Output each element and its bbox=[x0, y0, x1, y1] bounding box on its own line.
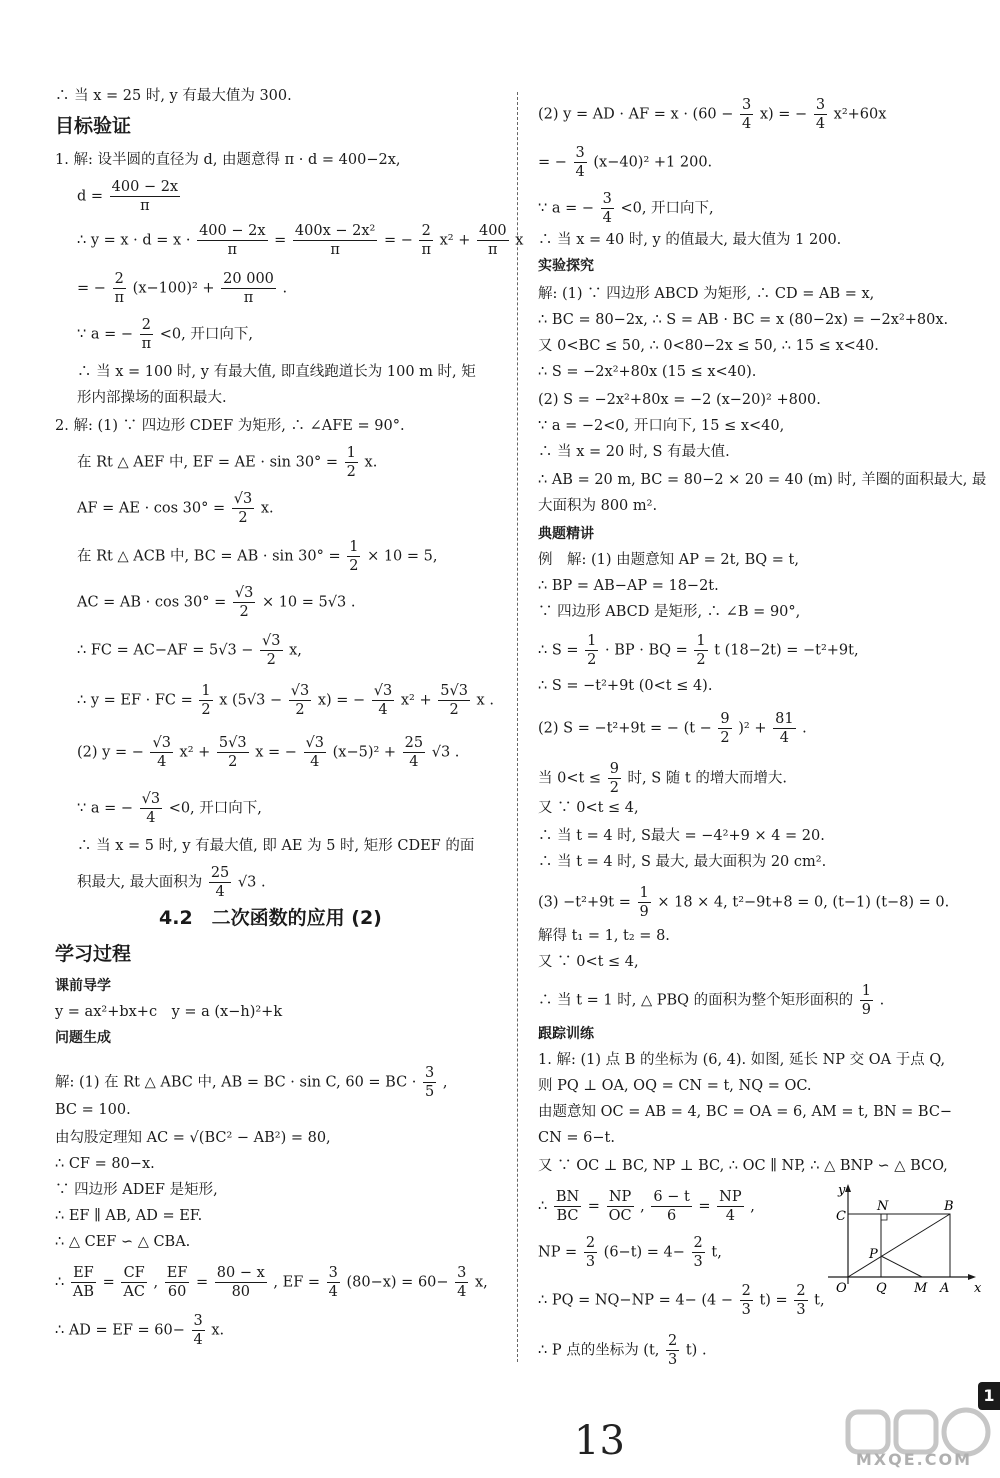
math-line: (2) S = −t²+9t = − (t − $\frac{9}{2}$ )² + $\frac{81}{4}$ . bbox=[538, 711, 807, 746]
text-line: 1. 解: (1) 点 B 的坐标为 (6, 4). 如图, 延长 NP 交 OA 于点 Q, bbox=[538, 1052, 946, 1068]
math-line: AC = AB · cos 30° = $\frac{√3}{2}$ × 10 = 5√3 . bbox=[77, 585, 356, 620]
math-line: 当 0<t ≤ $\frac{9}{2}$ 时, S 随 t 的增大而增大. bbox=[538, 761, 787, 796]
page-number: 13 bbox=[574, 1418, 625, 1464]
fraction: $\frac{√3}{4}$ bbox=[152, 735, 171, 770]
text-line: 又 ∵ 0<t ≤ 4, bbox=[538, 954, 639, 970]
text-line: ∵ 四边形 ADEF 是矩形, bbox=[55, 1182, 218, 1198]
fraction: $\frac{EF}{60}$ bbox=[166, 1265, 188, 1300]
label-N: N bbox=[877, 1199, 889, 1214]
fraction: $\frac{3}{4}$ bbox=[328, 1265, 338, 1300]
heading-tracking: 跟踪训练 bbox=[538, 1026, 594, 1042]
fraction: $\frac{CF}{AC}$ bbox=[123, 1265, 145, 1300]
math-line: AF = AE · cos 30° = $\frac{√3}{2}$ x. bbox=[77, 491, 274, 526]
math-line: ∴ S = $\frac{1}{2}$ · BP · BQ = $\frac{1}{2}$ t (18−2t) = −t²+9t, bbox=[538, 633, 859, 668]
fraction: $\frac{√3}{2}$ bbox=[234, 585, 254, 620]
text-line: ∴ S = −t²+9t (0<t ≤ 4). bbox=[538, 678, 713, 694]
label-C: C bbox=[836, 1209, 846, 1224]
text-line: ∴ 当 x = 20 时, S 有最大值. bbox=[538, 444, 730, 460]
section-title: 4.2 二次函数的应用 (2) bbox=[159, 907, 382, 929]
label-Q: Q bbox=[876, 1281, 887, 1296]
fraction: $\frac{1}{2}$ bbox=[696, 633, 706, 668]
math-line: ∴ y = x · d = x · $\frac{400 - 2x}{\pi}$ = $\frac{\text{400x − 2x²}}{\pi}$ = − $\frac{2}{\pi}$ x² + $\frac{400}{\pi}$ x bbox=[77, 223, 524, 258]
label-y: y bbox=[838, 1183, 846, 1198]
fraction: $\frac{400 - 2x}{\pi}$ bbox=[199, 223, 266, 258]
text-line: CN = 6−t. bbox=[538, 1130, 615, 1146]
text-line: ∴ BP = AB−AP = 18−2t. bbox=[538, 578, 719, 594]
line-BO bbox=[848, 1214, 950, 1277]
math-line: ∵ a = − $\frac{3}{4}$ <0, 开口向下, bbox=[538, 191, 714, 226]
fraction: $\frac{1}{9}$ bbox=[639, 885, 649, 920]
text-line: BC = 100. bbox=[55, 1102, 131, 1118]
fraction: $\frac{5√3}{2}$ bbox=[218, 735, 247, 770]
label-A: A bbox=[940, 1281, 950, 1296]
heading-problem: 问题生成 bbox=[55, 1030, 111, 1046]
fraction: $\frac{√3}{2}$ bbox=[262, 633, 281, 668]
fraction: $\frac{√3}{4}$ bbox=[373, 683, 393, 718]
text-line: ∴ 当 t = 4 时, S最大 = −4²+9 × 4 = 20. bbox=[538, 828, 825, 844]
text-line: 又 ∵ 0<t ≤ 4, bbox=[538, 800, 639, 816]
fraction: $\frac{NP}{4}$ bbox=[719, 1189, 742, 1224]
fraction: $\frac{6 - t}{6}$ bbox=[653, 1189, 690, 1224]
fraction: $\frac{25}{4}$ bbox=[210, 865, 230, 900]
y-arrow bbox=[845, 1184, 851, 1192]
text-line: ∴ 当 x = 5 时, y 有最大值, 即 AE 为 5 时, 矩形 CDEF 的面 bbox=[77, 838, 475, 854]
math-line: NP = $\frac{2}{3}$ (6−t) = 4− $\frac{2}{3}$ t, bbox=[538, 1235, 722, 1270]
fraction: $\frac{3}{4}$ bbox=[602, 191, 612, 226]
math-line: 积最大, 最大面积为 $\frac{25}{4}$ √3 . bbox=[77, 865, 266, 900]
fraction: $\frac{2}{3}$ bbox=[741, 1283, 751, 1318]
math-line: ∴ $\frac{EF}{AB}$ = $\frac{CF}{AC}$ , $\frac{EF}{60}$ = $\frac{80 - x}{80}$ , EF = $\frac{3}{4}$ (80−x) = 60− $\frac{3}{4}$ x, bbox=[55, 1265, 488, 1300]
text-line: ∵ a = −2<0, 开口向下, 15 ≤ x<40, bbox=[538, 418, 785, 434]
math-line: (2) y = AD · AF = x · (60 − $\frac{3}{4}$ x) = − $\frac{3}{4}$ x²+60x bbox=[538, 97, 887, 132]
text-line: 形内部操场的面积最大. bbox=[77, 390, 227, 406]
math-line: (3) −t²+9t = $\frac{1}{9}$ × 18 × 4, t²−9t+8 = 0, (t−1) (t−8) = 0. bbox=[538, 885, 950, 920]
math-line: ∴ FC = AC−AF = 5√3 − $\frac{√3}{2}$ x, bbox=[77, 633, 302, 668]
fraction: $\frac{2}{\pi}$ bbox=[114, 271, 125, 306]
fraction: $\frac{2}{\pi}$ bbox=[421, 223, 431, 258]
fraction: $\frac{2}{3}$ bbox=[796, 1283, 806, 1318]
chapter-tab: 1 bbox=[978, 1382, 1000, 1410]
fraction: $\frac{3}{4}$ bbox=[193, 1313, 203, 1348]
column-divider bbox=[517, 92, 518, 1362]
math-line: 在 Rt △ ACB 中, BC = AB · sin 30° = $\frac{1}{2}$ × 10 = 5, bbox=[77, 539, 438, 574]
text-line: 解: (1) ∵ 四边形 ABCD 为矩形, ∴ CD = AB = x, bbox=[538, 286, 875, 302]
math-line: ∴ AD = EF = 60− $\frac{3}{4}$ x. bbox=[55, 1313, 225, 1348]
fraction: $\frac{9}{2}$ bbox=[609, 761, 619, 796]
fraction: $\frac{1}{2}$ bbox=[587, 633, 597, 668]
fraction: $\frac{1}{2}$ bbox=[346, 445, 356, 480]
fraction: $\frac{2}{3}$ bbox=[585, 1235, 596, 1270]
fraction: $\frac{80 - x}{80}$ bbox=[216, 1265, 265, 1300]
heading-typical: 典题精讲 bbox=[538, 526, 594, 542]
text-line: y = ax²+bx+c y = a (x−h)²+k bbox=[55, 1004, 283, 1020]
fraction: $\frac{1}{9}$ bbox=[861, 983, 871, 1018]
fraction: $\frac{20 000}{\pi}$ bbox=[223, 271, 274, 306]
math-line: = − $\frac{2}{\pi}$ (x−100)² + $\frac{20 000}{\pi}$ . bbox=[77, 271, 288, 306]
fraction: $\frac{3}{4}$ bbox=[575, 145, 585, 180]
fraction: $\frac{√3}{2}$ bbox=[233, 491, 253, 526]
label-P: P bbox=[869, 1247, 878, 1262]
text-line: ∴ 当 x = 25 时, y 有最大值为 300. bbox=[55, 88, 292, 104]
text-line: 2. 解: (1) ∵ 四边形 CDEF 为矩形, ∴ ∠AFE = 90°. bbox=[55, 418, 405, 434]
math-line: ∴ 当 t = 1 时, △ PBQ 的面积为整个矩形面积的 $\frac{1}{9}$ . bbox=[538, 983, 885, 1018]
text-line: 由勾股定理知 AC = √(BC² − AB²) = 80, bbox=[55, 1130, 331, 1146]
label-x: x bbox=[974, 1281, 982, 1296]
line-PM bbox=[881, 1256, 922, 1277]
fraction: $\frac{BN}{BC}$ bbox=[555, 1189, 580, 1224]
fraction: $\frac{√3}{4}$ bbox=[141, 791, 161, 826]
text-line: ∴ 当 t = 4 时, S 最大, 最大面积为 20 cm². bbox=[538, 854, 827, 870]
right-angle-mark bbox=[881, 1214, 887, 1220]
x-arrow bbox=[968, 1274, 976, 1280]
fraction: $\frac{3}{4}$ bbox=[457, 1265, 467, 1300]
math-line: ∴ P 点的坐标为 (t, $\frac{2}{3}$ t) . bbox=[538, 1333, 707, 1368]
heading-pre: 课前导学 bbox=[55, 978, 111, 994]
text-line: 大面积为 800 m². bbox=[538, 498, 658, 514]
text-line: 例 解: (1) 由题意知 AP = 2t, BQ = t, bbox=[538, 552, 799, 568]
text-line: 又 ∵ OC ⊥ BC, NP ⊥ BC, ∴ OC ∥ NP, ∴ △ BNP ∽ △ BCO, bbox=[538, 1158, 948, 1174]
fraction: $\frac{√3}{2}$ bbox=[290, 683, 310, 718]
math-line: 在 Rt △ AEF 中, EF = AE · sin 30° = $\frac{1}{2}$ x. bbox=[77, 445, 378, 480]
math-line: ∴ PQ = NQ−NP = 4− (4 − $\frac{2}{3}$ t) = $\frac{2}{3}$ t, bbox=[538, 1283, 825, 1318]
math-line: ∴ y = EF · FC = $\frac{1}{2}$ x (5√3 − $\frac{√3}{2}$ x) = − $\frac{√3}{4}$ x² + $\frac{5√3}{2}$ x . bbox=[77, 683, 494, 718]
math-line: = − $\frac{3}{4}$ (x−40)² +1 200. bbox=[538, 145, 713, 180]
text-line: ∴ AB = 20 m, BC = 80−2 × 20 = 40 (m) 时, 羊圈的面积最大, 最 bbox=[538, 472, 987, 488]
text-line: 解得 t₁ = 1, t₂ = 8. bbox=[538, 928, 670, 944]
text-line: 又 0<BC ≤ 50, ∴ 0<80−2x ≤ 50, ∴ 15 ≤ x<40. bbox=[538, 338, 879, 354]
fraction: $\frac{2}{3}$ bbox=[668, 1333, 678, 1368]
fraction: $\frac{√3}{4}$ bbox=[305, 735, 324, 770]
heading-experiment: 实验探究 bbox=[538, 258, 594, 274]
text-line: 由题意知 OC = AB = 4, BC = OA = 6, AM = t, BN = BC− bbox=[538, 1104, 953, 1120]
math-line: 解: (1) 在 Rt △ ABC 中, AB = BC · sin C, 60 = BC · $\frac{3}{5}$ , bbox=[55, 1065, 448, 1100]
text-line: ∴ CF = 80−x. bbox=[55, 1156, 155, 1172]
fraction: $\frac{2}{\pi}$ bbox=[141, 317, 152, 352]
math-line: d = $\frac{400 - 2x}{\pi}$ bbox=[77, 179, 179, 214]
math-line: ∵ a = − $\frac{2}{\pi}$ <0, 开口向下, bbox=[77, 317, 253, 352]
fraction: $\frac{\text{400x − 2x²}}{\pi}$ bbox=[294, 223, 376, 258]
fraction: $\frac{400 - 2x}{\pi}$ bbox=[111, 179, 179, 214]
fraction: $\frac{81}{4}$ bbox=[775, 711, 794, 746]
fraction: $\frac{2}{3}$ bbox=[693, 1235, 703, 1270]
text-line: ∵ 四边形 ABCD 是矩形, ∴ ∠B = 90°, bbox=[538, 604, 801, 620]
label-M: M bbox=[914, 1281, 928, 1296]
fraction: $\frac{25}{4}$ bbox=[404, 735, 424, 770]
fraction: $\frac{3}{5}$ bbox=[425, 1065, 435, 1100]
fraction: $\frac{1}{2}$ bbox=[349, 539, 359, 574]
heading-process: 学习过程 bbox=[55, 943, 132, 965]
fraction: $\frac{3}{4}$ bbox=[742, 97, 752, 132]
fraction: $\frac{9}{2}$ bbox=[720, 711, 730, 746]
text-line: 则 PQ ⊥ OA, OQ = CN = t, NQ = OC. bbox=[538, 1078, 812, 1094]
text-line: 1. 解: 设半圆的直径为 d, 由题意得 π · d = 400−2x, bbox=[55, 152, 401, 168]
label-O: O bbox=[836, 1281, 847, 1296]
fraction: $\frac{3}{4}$ bbox=[815, 97, 826, 132]
text-line: ∴ 当 x = 100 时, y 有最大值, 即直线跑道长为 100 m 时, 矩 bbox=[77, 364, 476, 380]
fraction: $\frac{NP}{OC}$ bbox=[608, 1189, 632, 1224]
fraction: $\frac{1}{2}$ bbox=[201, 683, 211, 718]
text-line: ∴ △ CEF ∽ △ CBA. bbox=[55, 1234, 191, 1250]
math-line: (2) y = − $\frac{√3}{4}$ x² + $\frac{5√3}{2}$ x = − $\frac{√3}{4}$ (x−5)² + $\frac{25}{4}$ √3 . bbox=[77, 735, 460, 770]
text-line: (2) S = −2x²+80x = −2 (x−20)² +800. bbox=[538, 392, 821, 408]
math-line: ∴ $\frac{BN}{BC}$ = $\frac{NP}{OC}$ , $\frac{6 - t}{6}$ = $\frac{NP}{4}$ , bbox=[538, 1189, 755, 1224]
fraction: $\frac{5√3}{2}$ bbox=[440, 683, 468, 718]
text-line: ∴ EF ∥ AB, AD = EF. bbox=[55, 1208, 203, 1224]
coordinate-figure bbox=[822, 1180, 982, 1300]
label-B: B bbox=[944, 1199, 954, 1214]
text-line: ∴ S = −2x²+80x (15 ≤ x<40). bbox=[538, 364, 757, 380]
text-line: ∴ 当 x = 40 时, y 的值最大, 最大值为 1 200. bbox=[538, 232, 842, 248]
fraction: $\frac{400}{\pi}$ bbox=[478, 223, 507, 258]
fraction: $\frac{EF}{AB}$ bbox=[72, 1265, 94, 1300]
heading-target: 目标验证 bbox=[55, 115, 132, 137]
math-line: ∵ a = − $\frac{√3}{4}$ <0, 开口向下, bbox=[77, 791, 262, 826]
watermark-text: MXQE.COM bbox=[855, 1450, 972, 1469]
text-line: ∴ BC = 80−2x, ∴ S = AB · BC = x (80−2x) = −2x²+80x. bbox=[538, 312, 949, 328]
